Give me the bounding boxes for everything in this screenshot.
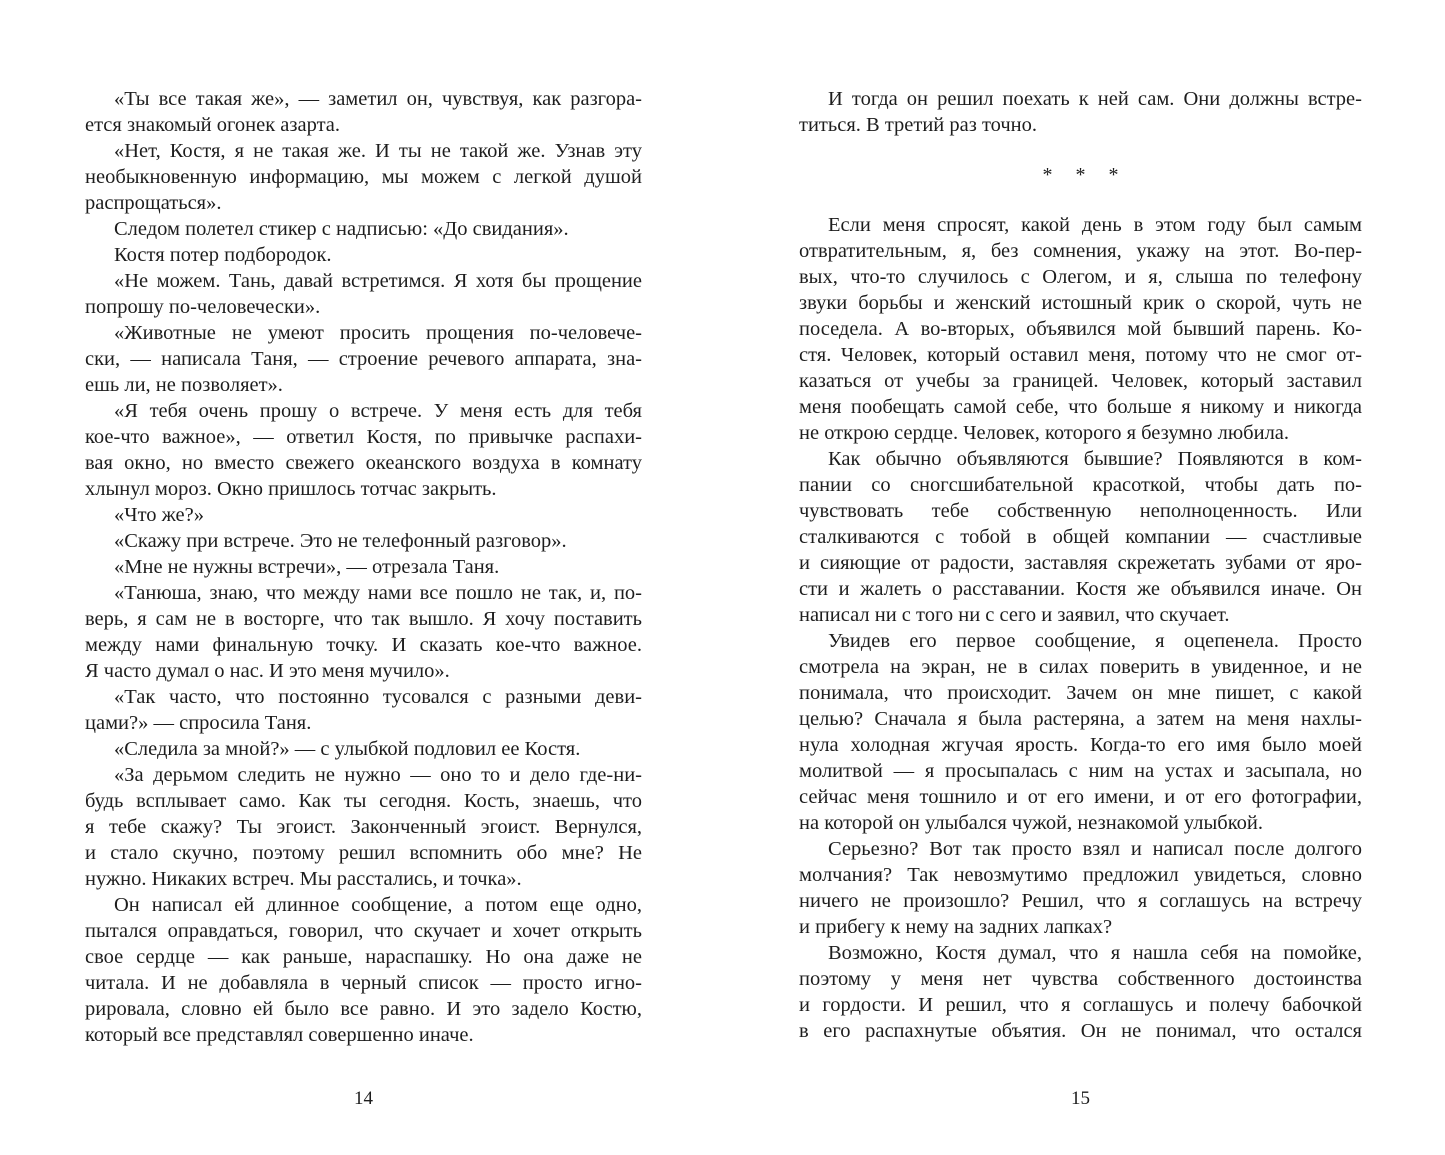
text-line: ничего не произошло? Решил, что я соглашусь на встречу [799,890,1362,912]
text-line: пании со сногсшибательной красоткой, чтобы дать по- [799,474,1362,496]
text-line: стя. Человек, который оставил меня, потому что не смог от- [799,344,1362,366]
text-line: и гордости. И решил, что я соглашусь и полечу бабочкой [799,994,1362,1016]
text-line: пытался оправдаться, говорил, что скучает и хочет открыть [85,920,642,942]
paragraph [85,216,642,242]
text-line: титься. В третий раз точно. [799,114,1038,136]
section-separator: * * * [1042,163,1128,186]
text-line: меня пообещать самой себе, что больше я никому и никогда [799,396,1362,418]
text-line: свое сердце — как раньше, нараспашку. Но она даже не [85,946,642,968]
text-line: Как обычно объявляются бывшие? Появляются в ком- [828,448,1362,470]
paragraph [85,86,642,138]
text-line: читала. И не добавляла в черный список — просто игно- [85,972,642,994]
text-line: звуки борьбы и женский истошный крик о скорой, чуть не [799,292,1362,314]
paragraph [85,320,642,398]
paragraph [799,940,1362,1044]
text-line: И тогда он решил поехать к ней сам. Они должны встре- [828,88,1362,110]
text-line: целью? Сначала я была растеряна, а затем на меня нахлы- [799,708,1362,730]
paragraph [799,212,1362,446]
text-line: рировала, словно ей было все равно. И это задело Костю, [85,998,642,1020]
text-line: сталкиваются с тобой в общей компании — счастливые [799,526,1362,548]
paragraph [85,138,642,216]
text-line: молчания? Так невозмутимо предложил увидеться, словно [799,864,1362,886]
paragraph [85,528,642,554]
text-line: в его распахнутые объятия. Он не понимал, что остался [799,1020,1362,1042]
paragraph [85,554,642,580]
text-line: нужно. Никаких встреч. Мы расстались, и точка». [85,868,522,890]
text-line: Увидев его первое сообщение, я оцепенела. Просто [828,630,1362,652]
text-line: необыкновенную информацию, мы можем с легкой душой [85,166,642,188]
text-line: «Следила за мной?» — с улыбкой подловил ее Костя. [114,738,581,760]
page-right-text [799,86,1362,1044]
paragraph [799,836,1362,940]
text-line: «Скажу при встрече. Это не телефонный разговор». [114,530,567,552]
text-line: Следом полетел стикер с надписью: «До свидания». [114,218,569,240]
text-line: «Ты все такая же», — заметил он, чувствуя, как разгора- [114,88,642,110]
page-left-text [85,86,642,1048]
text-line: смотрела на экран, не в силах поверить в увиденное, и не [799,656,1362,678]
paragraph [799,446,1362,628]
text-line: и прибегу к нему на задних лапках? [799,916,1113,938]
text-line: Костя потер подбородок. [114,244,332,266]
text-line: понимала, что происходит. Зачем он мне пишет, с какой [799,682,1362,704]
text-line: «Танюша, знаю, что между нами все пошло не так, и, по- [114,582,642,604]
text-line: не открою сердце. Человек, которого я безумно любила. [799,422,1290,444]
text-line: будь всплывает само. Как ты сегодня. Кость, знаешь, что [85,790,642,812]
text-line: вых, что-то случилось с Олегом, и я, слыша по телефону [799,266,1362,288]
text-line: вая окно, но вместо свежего океанского воздуха в комнату [85,452,642,474]
text-line: распрощаться». [85,192,222,214]
text-line: поэтому у меня нет чувства собственного достоинства [799,968,1362,990]
text-line: чувствовать тебе собственную неполноценность. Или [799,500,1362,522]
text-line: Он написал ей длинное сообщение, а потом еще одно, [114,894,642,916]
text-line: «Животные не умеют просить прощения по-человече- [114,322,642,344]
text-line: казаться от учебы за границей. Человек, который заставил [799,370,1362,392]
text-line: «Нет, Костя, я не такая же. И ты не такой же. Узнав эту [114,140,642,162]
paragraph [85,502,642,528]
text-line: кое-что важное», — ответил Костя, по привычке распахи- [85,426,642,448]
text-line: «Я тебя очень прошу о встрече. У меня есть для тебя [114,400,642,422]
text-line: Серьезно? Вот так просто взял и написал после долгого [828,838,1362,860]
paragraph [85,736,642,762]
text-line: «Мне не нужны встречи», — отрезала Таня. [114,556,500,578]
text-line: который все представлял совершенно иначе. [85,1024,474,1046]
text-line: между нами финальную точку. И сказать кое-что важное. [85,634,642,656]
paragraph [799,628,1362,836]
text-line: «Не можем. Тань, давай встретимся. Я хотя бы прощение [114,270,642,292]
page-number-right: 15 [1071,1088,1090,1109]
text-line: отвратительным, я, без сомнения, укажу на этот. Во-пер- [799,240,1362,262]
text-line: на которой он улыбался чужой, незнакомой улыбкой. [799,812,1263,834]
text-line: верь, я сам не в восторге, что так вышло. Я хочу поставить [85,608,642,630]
paragraph [85,892,642,1048]
text-line: нула холодная жгучая ярость. Когда-то его имя было моей [799,734,1362,756]
text-line: и стало скучно, поэтому решил вспомнить обо мне? Не [85,842,642,864]
paragraph [85,268,642,320]
paragraph [85,242,642,268]
text-line: «Так часто, что постоянно тусовался с разными деви- [114,686,642,708]
paragraph [85,684,642,736]
text-line: написал ни с того ни с сего и заявил, что скучает. [799,604,1230,626]
paragraph [85,762,642,892]
paragraph [799,86,1362,138]
text-line: я тебе скажу? Ты эгоист. Законченный эгоист. Вернулся, [85,816,642,838]
text-line: и сияющие от радости, заставляя скрежетать зубами от яро- [799,552,1362,574]
text-line: поседела. А во-вторых, объявился мой бывший парень. Ко- [799,318,1362,340]
text-line: «За дерьмом следить не нужно — оно то и дело где-ни- [114,764,642,786]
paragraph [85,580,642,684]
page-left [85,0,642,1155]
text-line: Возможно, Костя думал, что я нашла себя на помойке, [828,942,1362,964]
page-number-left: 14 [354,1088,373,1109]
text-line: молитвой — я просыпалась с ним на устах и засыпала, но [799,760,1362,782]
text-line: попрошу по-человечески». [85,296,321,318]
text-line: ешь ли, не позволяет». [85,374,283,396]
text-line: цами?» — спросила Таня. [85,712,312,734]
text-line: хлынул мороз. Окно пришлось тотчас закрыть. [85,478,497,500]
text-line: Я часто думал о нас. И это меня мучило». [85,660,450,682]
text-line: Если меня спросят, какой день в этом году был самым [828,214,1362,236]
text-line: ски, — написала Таня, — строение речевого аппарата, зна- [85,348,642,370]
text-line: «Что же?» [114,504,204,526]
paragraph [85,398,642,502]
text-line: ется знакомый огонек азарта. [85,114,341,136]
text-line: сейчас меня тошнило и от его имени, и от его фотографии, [799,786,1362,808]
text-line: сти и жалеть о расставании. Костя же объявился иначе. Он [799,578,1362,600]
page-right [799,0,1362,1155]
